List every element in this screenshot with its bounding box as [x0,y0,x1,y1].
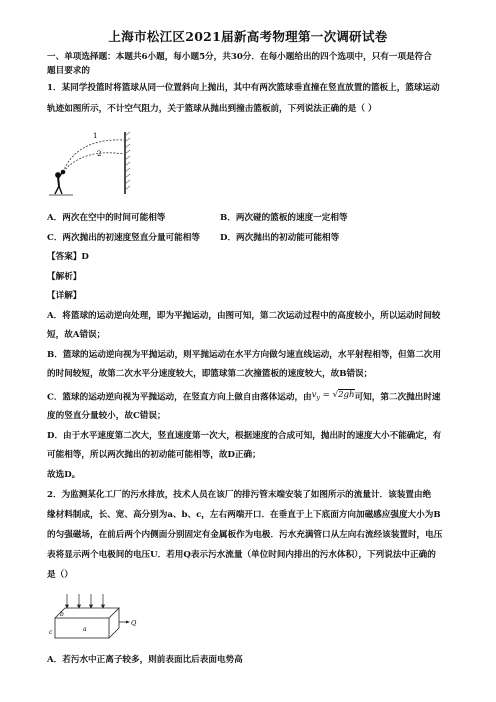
q2-stem-line1: 2．为监测某化工厂的污水排放，技术人员在该厂的排污管末端安装了如图所示的流量计．该装置由绝 [47,490,432,500]
q1-exp-d-line2: 可能相等，所以两次抛出的初动能可能相等，故D正确； [47,450,261,460]
q2-stem-line4: 表将显示两个电极间的电压U．若用Q表示污水流量（单位时间内排出的污水体积），下列说法中正确的 [47,550,436,560]
q1-option-d: D．两次抛出的初动能可能相等 [220,233,340,243]
trajectory-label-2: 2 [97,150,102,158]
q1-exp-c-text-a: C．篮球的运动逆向视为平抛运动，在竖直方向上做自由落体运动，由 [47,392,312,403]
q1-option-b: B．两次碰的篮板的速度一定相等 [220,213,348,223]
q1-exp-c-line2: 度的竖直分量较小，故C错误； [47,411,166,421]
q2-stem-line5: 是（） [47,570,73,580]
flowmeter-figure [47,594,137,644]
player-figure [55,170,65,194]
section-heading-cont: 题目要求的 [47,66,90,76]
q1-stem-line2: 轨迹如图所示，不计空气阻力，关于篮球从抛出到撞击篮板前，下列说法正确的是（ ） [47,104,377,114]
section-heading: 一、单项选择题：本题共6小题，每小题5分，共30分．在每小题给出的四个选项中，只有一项是符合 [47,52,432,62]
q2-stem-line3: 的匀强磁场，在前后两个内侧面分别固定有金属板作为电极．污水充满管口从左向右流经该装置时，电压 [47,530,443,540]
q1-stem-line1: 1．某同学投篮时将篮球从同一位置斜向上抛出，其中有两次篮球垂直撞在竖直放置的篮板上，篮球运动 [47,83,440,93]
formula-rad: 2gh [338,390,355,400]
formula-eq: = [322,390,330,400]
dim-label-b: b [60,611,64,618]
trajectory-2 [63,153,124,172]
formula-sub: y [316,394,320,402]
q1-exp-b-line1: B．篮球的运动逆向视为平抛运动，则平抛运动在水平方向做匀速直线运动，水平射程相等，但第二次用 [47,350,441,360]
basketball-trajectory-figure [47,130,137,200]
magnetic-field-arrows [66,594,105,608]
formula-lhs: v [311,390,317,400]
q2-stem-line2: 缘材料制成，长、宽、高分别为a、b、c，左右两端开口．在垂直于上下底面方向加磁感应强度大小为B [47,510,441,520]
q1-answer: 【答案】D [47,252,89,262]
q1-exp-a-line1: A．将篮球的运动逆向处理，即为平抛运动，由图可知，第二次运动过程中的高度较小，所以运动时间较 [47,311,441,321]
velocity-formula [312,389,355,405]
q1-exp-d-line1: D．由于水平速度第二次大，竖直速度第一次大，根据速度的合成可知，抛出时的速度大小不能确定，有 [47,431,442,441]
dim-label-c: c [49,629,53,636]
q1-exp-c-line1 [47,389,459,405]
q1-conclusion: 故选D。 [47,470,81,480]
trajectory-label-1: 1 [93,132,98,140]
q1-explain-heading: 【详解】 [47,291,82,301]
q1-exp-c-text-b: 可知，第二次抛出时速 [354,392,441,403]
q1-option-c: C．两次抛出的初速度竖直分量可能相等 [47,233,200,243]
flow-label-q: Q [131,619,137,627]
q1-analysis-heading: 【解析】 [47,272,82,282]
q2-option-a: A．若污水中正离子较多，则前表面比后表面电势高 [47,655,243,665]
q1-exp-a-line2: 短，故A错误； [47,330,106,340]
q1-exp-b-line2: 的时间较短，故第二次水平分速度较大，即篮球第二次撞篮板的速度较大，故B错误； [47,369,373,379]
page-title: 上海市松江区2021届新高考物理第一次调研试卷 [108,29,388,44]
dim-label-a: a [83,626,87,633]
radical-icon: √ [332,390,339,400]
trajectory-1 [63,140,124,172]
q1-option-a: A．两次在空中的时间可能相等 [47,213,166,223]
